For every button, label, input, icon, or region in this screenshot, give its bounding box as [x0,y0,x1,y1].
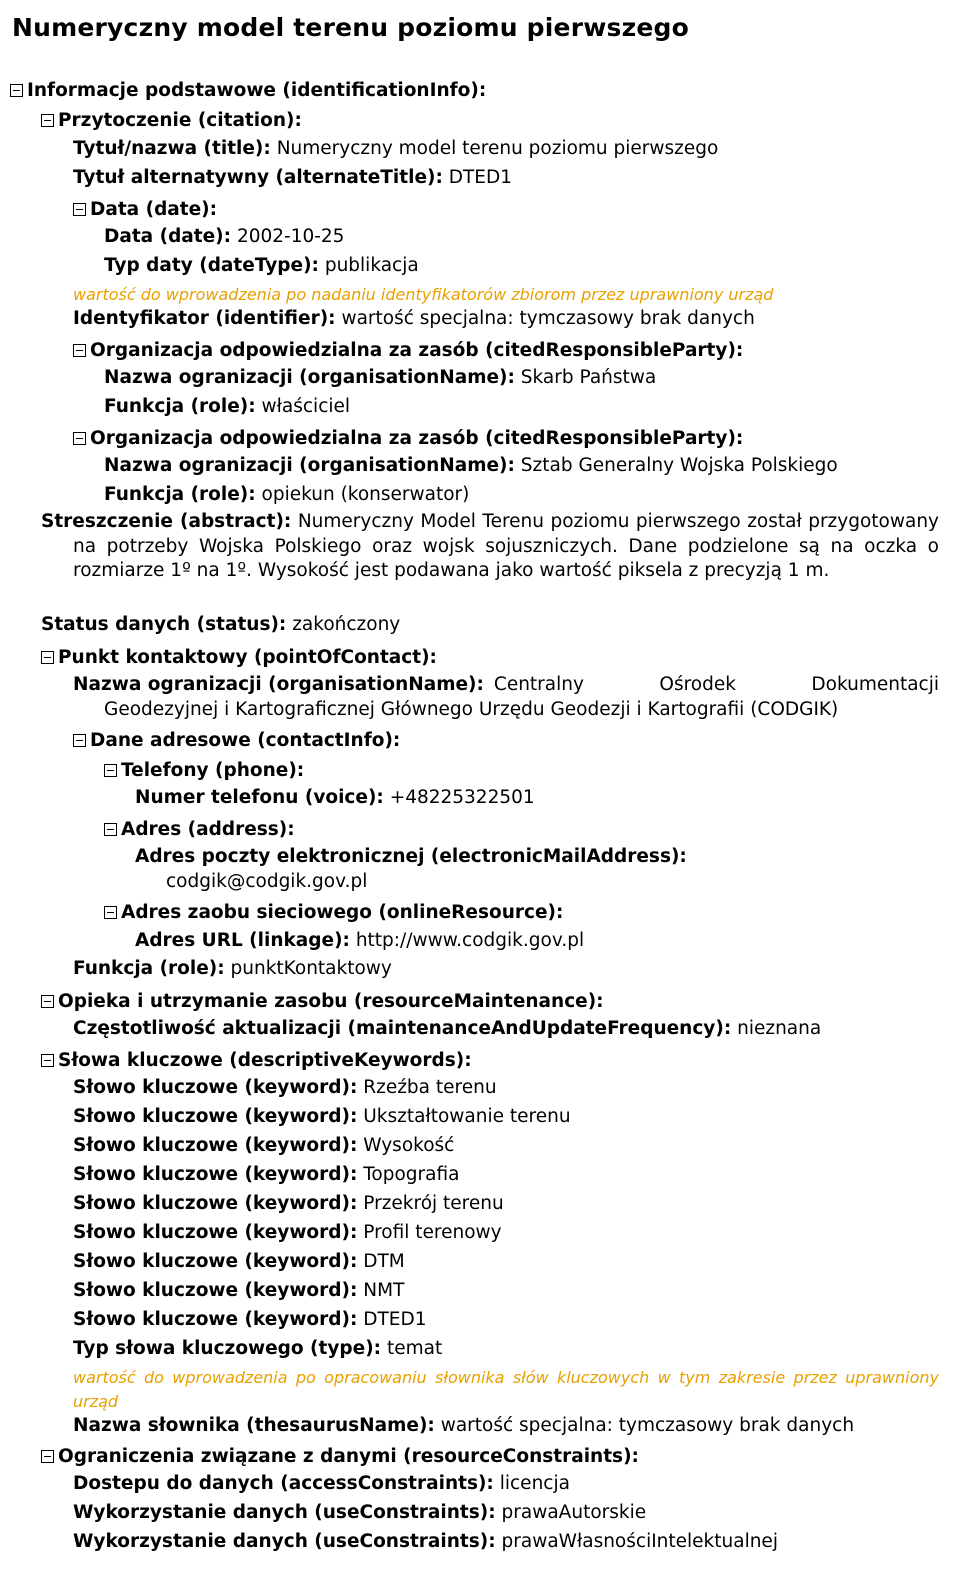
section-point-of-contact[interactable] [41,643,437,672]
field-keyword-type [73,1334,442,1363]
keyword-row [73,1131,454,1160]
section-identification-info[interactable] [10,76,486,105]
field-label: Tytuł/nazwa (title): [73,138,271,159]
field-date [104,222,344,251]
keyword-row [73,1102,571,1131]
field-alternate-title [73,163,512,192]
keyword-value: Rzeźba terenu [363,1077,497,1098]
field-abstract [41,510,939,584]
field-label: Tytuł alternatywny (alternateTitle): [73,167,443,188]
keyword-value: Przekrój terenu [363,1193,504,1214]
field-value: Centralny Ośrodek Dokumentacji [493,674,939,695]
section-label: Przytoczenie (citation): [58,110,302,131]
keyword-value: Wysokość [363,1135,455,1156]
keyword-row [73,1276,404,1305]
field-label: Słowo kluczowe (keyword): [73,1251,358,1272]
section-label: Data (date): [90,199,218,220]
field-label: Słowo kluczowe (keyword): [73,1222,358,1243]
collapse-icon[interactable] [104,906,117,919]
section-address[interactable] [104,815,295,844]
field-label: Funkcja (role): [104,484,256,505]
field-date-type [104,251,419,280]
field-label: Słowo kluczowe (keyword): [73,1106,358,1127]
identifier-note: wartość do wprowadzenia po nadaniu identyfikatorów zbiorom przez uprawniony urząd [73,285,774,304]
section-label: Ograniczenia związane z danymi (resourceConstraints): [58,1446,639,1467]
collapse-icon[interactable] [41,1450,54,1463]
field-label: Nazwa ogranizacji (organisationName): [73,674,484,695]
section-cited-responsible-party[interactable] [73,336,743,365]
keyword-row [73,1218,502,1247]
field-role [73,954,392,983]
field-value: wartość specjalna: tymczasowy brak danych [341,308,755,329]
field-label: Dostepu do danych (accessConstraints): [73,1473,494,1494]
field-value: właściciel [261,396,351,417]
field-label: Nazwa słownika (thesaurusName): [73,1415,435,1436]
keyword-value: Ukształtowanie terenu [363,1106,571,1127]
section-label: Opieka i utrzymanie zasobu (resourceMaintenance): [58,991,604,1012]
field-label: Słowo kluczowe (keyword): [73,1164,358,1185]
field-value: DTED1 [448,167,513,188]
field-role [104,480,469,509]
section-resource-maintenance[interactable] [41,987,604,1016]
field-value: Numeryczny model terenu poziomu pierwszego [276,138,719,159]
section-resource-constraints[interactable] [41,1442,639,1471]
field-email-label: Adres poczty elektronicznej (electronicMailAddress): [135,846,687,867]
field-label: Słowo kluczowe (keyword): [73,1280,358,1301]
keyword-value: NMT [363,1280,405,1301]
collapse-icon[interactable] [41,651,54,664]
collapse-icon[interactable] [73,203,86,216]
field-organisation-name-cont: Geodezyjnej i Kartograficznej Głównego Urzędu Geodezji i Kartografii (CODGIK) [104,699,839,720]
thesaurus-note: wartość do wprowadzenia po opracowaniu słownika słów kluczowych w tym zakresie przez uprawniony urząd [73,1368,939,1411]
section-label: Organizacja odpowiedzialna za zasób (citedResponsibleParty): [90,428,744,449]
collapse-icon[interactable] [73,344,86,357]
collapse-icon[interactable] [41,995,54,1008]
field-label: Identyfikator (identifier): [73,308,336,329]
keyword-value: DTM [363,1251,405,1272]
field-value: zakończony [292,614,401,635]
field-thesaurus-name [73,1411,854,1440]
keyword-value: Profil terenowy [363,1222,502,1243]
field-label: Funkcja (role): [73,958,225,979]
field-label: Status danych (status): [41,614,287,635]
field-value: prawaWłasnościIntelektualnej [501,1531,778,1552]
collapse-icon[interactable] [41,1054,54,1067]
field-label: Nazwa ogranizacji (organisationName): [104,455,515,476]
field-value: Sztab Generalny Wojska Polskiego [520,455,838,476]
field-value: publikacja [324,255,419,276]
field-email-value[interactable]: codgik@codgik.gov.pl [166,871,368,892]
collapse-icon[interactable] [41,114,54,127]
section-label: Adres (address): [121,819,295,840]
field-organisation-name [104,363,656,392]
section-contact-info[interactable] [73,726,400,755]
field-label: Data (date): [104,226,232,247]
section-date[interactable] [73,195,217,224]
field-value[interactable]: http://www.codgik.gov.pl [355,930,585,951]
field-label: Typ daty (dateType): [104,255,319,276]
section-label: Telefony (phone): [121,760,305,781]
field-use-constraints [73,1498,646,1527]
field-status [41,610,400,639]
section-phone[interactable] [104,756,304,785]
field-access-constraints [73,1469,570,1498]
page-title: Numeryczny model terenu poziomu pierwszego [12,13,689,42]
field-linkage [135,926,584,955]
field-voice [135,783,535,812]
field-value: opiekun (konserwator) [261,484,470,505]
collapse-icon[interactable] [104,823,117,836]
collapse-icon[interactable] [10,84,23,97]
field-value: nieznana [737,1018,822,1039]
field-label: Częstotliwość aktualizacji (maintenanceAndUpdateFrequency): [73,1018,732,1039]
field-label: Numer telefonu (voice): [135,787,384,808]
keyword-value: DTED1 [363,1309,427,1330]
field-label: Słowo kluczowe (keyword): [73,1077,358,1098]
section-cited-responsible-party[interactable] [73,424,743,453]
field-organisation-name [104,451,838,480]
keyword-row [73,1160,459,1189]
field-value: Skarb Państwa [520,367,657,388]
field-label: Adres URL (linkage): [135,930,350,951]
field-use-constraints [73,1527,778,1556]
field-value: 2002-10-25 [236,226,345,247]
field-label: Funkcja (role): [104,396,256,417]
field-value: wartość specjalna: tymczasowy brak danych [440,1415,855,1436]
field-value: punktKontaktowy [230,958,392,979]
field-update-frequency [73,1014,821,1043]
keyword-row [73,1189,504,1218]
section-label: Organizacja odpowiedzialna za zasób (citedResponsibleParty): [90,340,744,361]
keyword-value: Topografia [363,1164,460,1185]
field-value: Numeryczny Model Terenu poziomu pierwszego został przygotowany na potrzeby Wojska Polskiego oraz wojsk sojuszniczych. Dane podzielone są na oczka o rozmiarze 1º na 1º. Wysokość jest podawana jako wartość piksela z precyzją 1 m. [73,511,939,581]
section-citation[interactable] [41,106,302,135]
collapse-icon[interactable] [104,764,117,777]
collapse-icon[interactable] [73,734,86,747]
field-label: Streszczenie (abstract): [41,511,292,532]
field-value: +48225322501 [389,787,535,808]
field-value: temat [386,1338,443,1359]
keyword-row [73,1073,497,1102]
field-label: Słowo kluczowe (keyword): [73,1309,358,1330]
field-title [73,134,718,163]
field-role [104,392,350,421]
field-label: Słowo kluczowe (keyword): [73,1193,358,1214]
section-label: Punkt kontaktowy (pointOfContact): [58,647,437,668]
section-label: Słowa kluczowe (descriptiveKeywords): [58,1050,472,1071]
field-value: licencja [499,1473,570,1494]
field-label: Wykorzystanie danych (useConstraints): [73,1502,496,1523]
field-label: Wykorzystanie danych (useConstraints): [73,1531,496,1552]
collapse-icon[interactable] [73,432,86,445]
field-identifier [73,304,755,333]
section-label: Informacje podstawowe (identificationInfo): [27,80,487,101]
section-label: Dane adresowe (contactInfo): [90,730,401,751]
keyword-row [73,1247,405,1276]
keyword-row [73,1305,427,1334]
section-label: Adres zaobu sieciowego (onlineResource): [121,902,564,923]
section-online-resource[interactable] [104,898,563,927]
section-descriptive-keywords[interactable] [41,1046,472,1075]
field-label: Słowo kluczowe (keyword): [73,1135,358,1156]
field-label: Typ słowa kluczowego (type): [73,1338,382,1359]
field-value: prawaAutorskie [501,1502,647,1523]
field-label: Nazwa ogranizacji (organisationName): [104,367,515,388]
